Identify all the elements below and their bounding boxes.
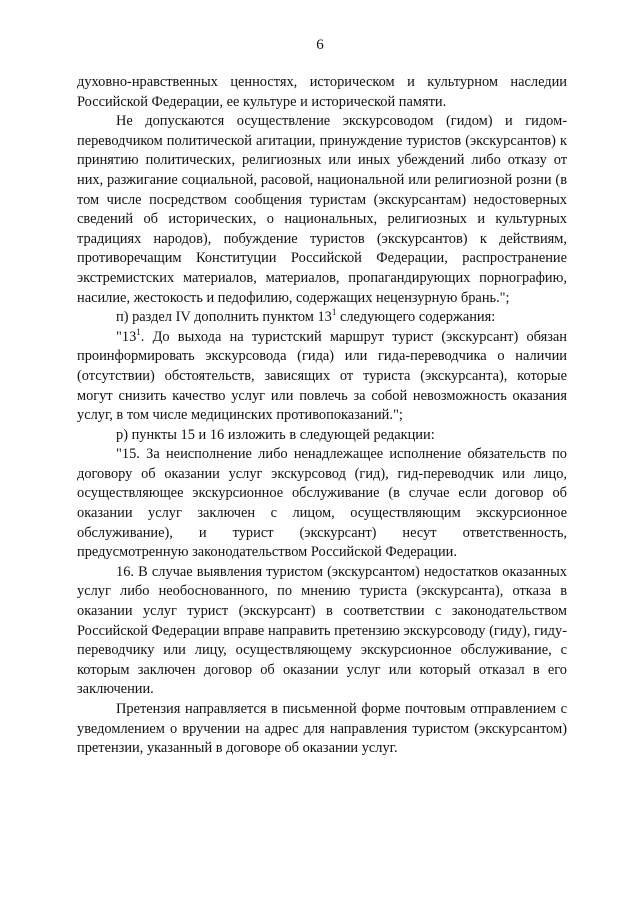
paragraph-claim: Претензия направляется в письменной форме почтовым отправлением с уведомлением о вручении на адрес для направления туристом (экскурсантом) претензии, указанный в договоре об оказании услуг. — [77, 701, 567, 757]
paragraph-clause-13-1 — [77, 328, 567, 426]
amendment-p-text-end: следующего содержания: — [336, 309, 496, 326]
paragraph-clause-16: 16. В случае выявления туристом (экскурсантом) недостатков оказанных услуг либо необоснованного, по мнению туриста (экскурсанта), отказа в оказании услуг турист (экскурсант) в соответствии с законодательством Российской Федерации вправе направить претензию экскурсоводу (гиду), гиду-переводчику или лицу, осуществляющему экскурсионное обслуживание, с которым заключен договор об оказании услуг или который отказал в его заключении. — [77, 563, 567, 698]
superscript-one: 1 — [136, 326, 141, 337]
paragraph-clause-15: "15. За неисполнение либо ненадлежащее исполнение обязательств по договору об оказании услуг экскурсовод (гид), гид-переводчик или лицо, осуществляющее экскурсионное обслуживание (в случае если договор об оказании услуг заключен с лицом, осуществляющим экскурсионное обслуживание), и турист (экскурсант) несут ответственность, предусмотренную законодательством Российской Федерации. — [77, 446, 567, 561]
clause-13-1-text: . До выхода на туристский маршрут турист (экскурсант) обязан проинформировать экскурсовода (гида) или гида-переводчика о наличии (отсутствии) обстоятельств, зависящих от туриста (экскурсанта), которые могут снизить качество услуг или повлечь за собой невозможность оказания услуг, в том числе медицинских противопоказаний."; — [77, 328, 567, 424]
clause-13-1-number: "13 — [116, 328, 137, 345]
document-body — [77, 73, 567, 759]
paragraph-amendment-r: р) пункты 15 и 16 изложить в следующей редакции: — [116, 426, 435, 443]
superscript-one: 1 — [331, 307, 337, 318]
paragraph-amendment-p — [77, 308, 567, 328]
amendment-p-text: п) раздел IV дополнить пунктом 13 — [116, 309, 332, 326]
page-number: 6 — [316, 37, 324, 53]
paragraph-prohibitions: Не допускаются осуществление экскурсоводом (гидом) и гидом-переводчиком политической агитации, принуждение туристов (экскурсантов) к принятию политических, религиозных или иных убеждений либо отказу от них, разжигание социальной, расовой, национальной или религиозной розни (в том числе посредством сообщения туристам (экскурсантам) недостоверных сведений об исторических, о национальных, религиозных и культурных традициях народов), побуждение туристов (экскурсантов) к действиям, противоречащим Конституции Российской Федерации, распространение экстремистских материалов, материалов, пропагандирующих порнографию, насилие, жестокость и педофилию, содержащих нецензурную брань."; — [77, 113, 567, 306]
paragraph-continuation: духовно-нравственных ценностях, историческом и культурном наследии Российской Федерации, ее культуре и исторической памяти. — [77, 74, 567, 110]
